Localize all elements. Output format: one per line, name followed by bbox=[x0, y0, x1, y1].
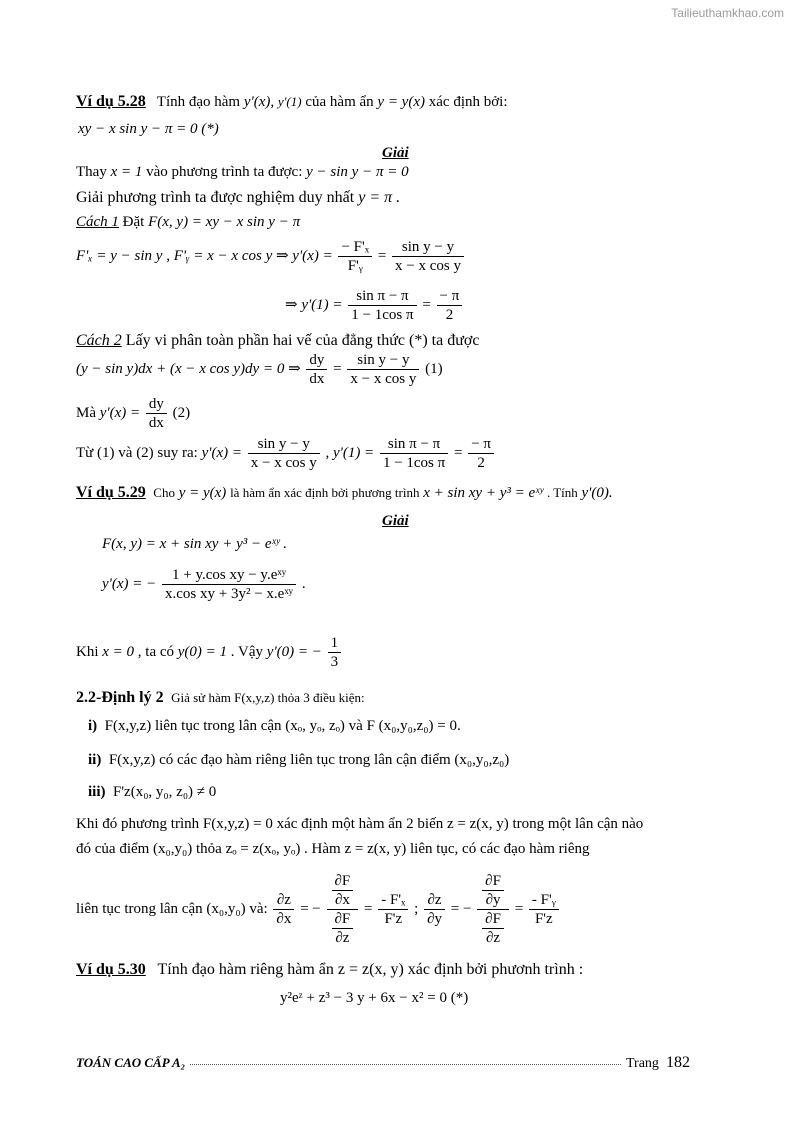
math-symbol: y'(x), bbox=[243, 94, 275, 110]
denominator: F'z bbox=[534, 911, 553, 927]
compound-fraction bbox=[327, 872, 359, 947]
denominator: x.cos xy + 3y² − x.eˣʸ bbox=[165, 586, 294, 602]
fraction bbox=[332, 872, 354, 909]
function-definition: F(x, y) = x + sin xy + y³ − eˣʸ . bbox=[102, 536, 288, 552]
text: F'z(x₀, y₀, z₀) ≠ 0 bbox=[113, 784, 217, 800]
heading-text: xác định bởi: bbox=[428, 94, 508, 110]
equals: = bbox=[453, 444, 463, 461]
solution-heading: Giải bbox=[382, 145, 409, 161]
denominator: x − x cos y bbox=[350, 371, 417, 387]
equals: = bbox=[514, 900, 524, 917]
method-1-line bbox=[76, 214, 300, 231]
fraction bbox=[162, 566, 296, 603]
example-5-30-heading bbox=[76, 961, 583, 979]
text: F(x,y,z) có các đạo hàm riêng liên tục trong lân cận điểm (x₀,y₀,z₀) bbox=[108, 752, 510, 768]
math: y'(0) = − bbox=[266, 643, 322, 660]
text: . Vậy bbox=[230, 643, 264, 660]
denominator: ∂y bbox=[427, 911, 442, 927]
math: y(0) = 1 bbox=[177, 643, 228, 660]
numerator: ∂F bbox=[482, 910, 504, 929]
tag: (1) bbox=[425, 360, 443, 377]
denominator: F'ᵧ bbox=[347, 258, 363, 274]
text: Mà bbox=[76, 404, 96, 421]
numerator: sin y − y bbox=[347, 351, 419, 370]
numerator: ∂F bbox=[332, 910, 354, 929]
math-symbol: y'(1) bbox=[277, 94, 302, 109]
text: là hàm ẩn xác định bởi phương trình bbox=[230, 485, 420, 500]
minus: − bbox=[312, 900, 321, 917]
fraction bbox=[273, 891, 294, 928]
numerator: 1 bbox=[328, 634, 342, 653]
text: Cho bbox=[153, 485, 175, 500]
math-symbol: y = y(x) bbox=[377, 94, 425, 110]
equals: = bbox=[333, 360, 342, 377]
theorem-conclusion-2: đó của điểm (x₀,y₀) thỏa zₒ = z(xₒ, yₒ) . Hàm z = z(x, y) liên tục, có các đạo hàm riêng bbox=[76, 841, 590, 857]
denominator: x − x cos y bbox=[395, 258, 461, 274]
math: y'(0). bbox=[581, 485, 613, 501]
method-label: Cách 1 bbox=[76, 214, 119, 230]
separator: ; bbox=[414, 900, 419, 917]
fraction bbox=[348, 287, 416, 324]
fraction bbox=[424, 891, 445, 928]
numerator: sin y − y bbox=[248, 435, 320, 454]
denominator: ∂y bbox=[485, 892, 501, 908]
footer-page bbox=[626, 1054, 690, 1072]
heading-text: của hàm ẩn bbox=[305, 94, 374, 110]
fraction bbox=[482, 910, 504, 947]
theorem-conclusion-1: Khi đó phương trình F(x,y,z) = 0 xác định một hàm ẩn 2 biến z = z(x, y) trong một lân cận nào bbox=[76, 816, 644, 832]
numerator: − π bbox=[468, 435, 494, 454]
numerator: − F'ₓ bbox=[338, 238, 372, 257]
text: Khi bbox=[76, 643, 99, 660]
heading-text: Tính đạo hàm bbox=[156, 94, 241, 110]
fraction bbox=[332, 910, 354, 947]
text: Giải phương trình ta được nghiệm duy nhất bbox=[76, 189, 355, 206]
numerator: sin π − π bbox=[348, 287, 416, 306]
text: Lấy vi phân toàn phần hai vế của đẳng thức (*) ta được bbox=[125, 332, 480, 349]
condition-ii bbox=[88, 752, 509, 769]
numerator: ∂z bbox=[424, 891, 445, 910]
equals: = bbox=[422, 296, 431, 313]
text: Thay bbox=[76, 164, 107, 180]
math: y'(x) = bbox=[201, 444, 242, 461]
denominator: F'z bbox=[384, 911, 403, 927]
fraction bbox=[482, 872, 504, 909]
example-label: Ví dụ 5.29 bbox=[76, 484, 146, 501]
example-label: Ví dụ 5.30 bbox=[76, 961, 146, 978]
theorem-heading bbox=[76, 689, 365, 707]
denominator: dx bbox=[148, 415, 164, 431]
denominator: 3 bbox=[330, 654, 339, 670]
math: , y'(1) = bbox=[325, 444, 375, 461]
math: F'ₓ = y − sin y , F'ᵧ = x − x cos y ⇒ y'(x) = bbox=[76, 247, 333, 264]
numerator: - F'ᵧ bbox=[529, 891, 559, 910]
text: vào phương trình ta được: bbox=[146, 164, 303, 180]
fraction bbox=[306, 351, 327, 388]
math: (y − sin y)dx + (x − x cos y)dy = 0 ⇒ bbox=[76, 360, 301, 377]
denominator bbox=[477, 910, 509, 947]
fraction bbox=[529, 891, 559, 928]
ma-line bbox=[76, 395, 190, 432]
fraction bbox=[380, 435, 448, 472]
numerator: sin y − y bbox=[392, 238, 464, 257]
numerator: 1 + y.cos xy − y.eˣʸ bbox=[162, 566, 296, 585]
numerator bbox=[477, 872, 509, 910]
fraction bbox=[437, 287, 463, 324]
numerator: ∂z bbox=[273, 891, 294, 910]
equals: = bbox=[377, 247, 387, 264]
math: y = π . bbox=[358, 189, 401, 206]
equation: y²eᶻ + z³ − 3 y + 6x − x² = 0 (*) bbox=[280, 990, 469, 1006]
derivative-formula bbox=[102, 566, 306, 603]
partial-derivatives-formula bbox=[76, 872, 561, 947]
footer-title: TOÁN CAO CẤP A₂ bbox=[76, 1055, 189, 1071]
tag: (2) bbox=[172, 404, 191, 421]
solution-line bbox=[76, 164, 409, 181]
denominator: 1 − 1cos π bbox=[382, 455, 446, 471]
equals: = bbox=[364, 900, 373, 917]
fraction bbox=[328, 634, 342, 671]
denominator: dx bbox=[309, 371, 325, 387]
equals: = bbox=[450, 900, 460, 917]
numerator: dy bbox=[306, 351, 327, 370]
text: liên tục trong lân cận (x₀,y₀) và: bbox=[76, 900, 268, 917]
text: Từ (1) và (2) suy ra: bbox=[76, 444, 198, 461]
numerator: ∂F bbox=[332, 872, 354, 891]
math: x + sin xy + y³ = eˣʸ bbox=[423, 485, 544, 501]
denominator: 1 − 1cos π bbox=[351, 307, 414, 323]
math: y − sin y − π = 0 bbox=[306, 164, 409, 180]
y-prime-1-line bbox=[285, 287, 464, 324]
method-label: Cách 2 bbox=[76, 332, 122, 349]
dot: . bbox=[301, 575, 306, 592]
equals: = bbox=[300, 900, 309, 917]
text: Tính đạo hàm riêng hàm ẩn z = z(x, y) xác định bởi phươnh trình : bbox=[157, 961, 584, 978]
conclusion-line bbox=[76, 435, 496, 472]
condition-label: i) bbox=[88, 718, 98, 734]
numerator bbox=[327, 872, 359, 910]
math: x = 1 bbox=[110, 164, 143, 180]
minus: − bbox=[462, 900, 472, 917]
fraction bbox=[378, 891, 408, 928]
equation: xy − x sin y − π = 0 (*) bbox=[78, 121, 219, 137]
denominator bbox=[327, 910, 359, 947]
fraction bbox=[248, 435, 320, 472]
denominator: ∂z bbox=[486, 930, 501, 946]
text: Giả sử hàm F(x,y,z) thỏa 3 điều kiện: bbox=[171, 690, 365, 705]
partials-line bbox=[76, 238, 466, 275]
text: F(x,y,z) liên tục trong lân cận (xₒ, yₒ, zₒ) và F (x₀,y₀,z₀) = 0. bbox=[104, 718, 461, 734]
denominator: ∂x bbox=[334, 892, 350, 908]
fraction bbox=[392, 238, 464, 275]
page-number: 182 bbox=[665, 1054, 690, 1071]
compound-fraction bbox=[477, 872, 509, 947]
text: Đặt bbox=[122, 214, 145, 230]
denominator: ∂z bbox=[335, 930, 350, 946]
condition-label: ii) bbox=[88, 752, 102, 768]
solution-line bbox=[76, 189, 400, 207]
example-5-28-heading bbox=[76, 93, 508, 111]
fraction bbox=[338, 238, 372, 275]
numerator: - F'ₓ bbox=[378, 891, 408, 910]
numerator: ∂F bbox=[482, 872, 504, 891]
condition-label: iii) bbox=[88, 784, 106, 800]
theorem-label: 2.2-Định lý 2 bbox=[76, 689, 164, 706]
text: , ta có bbox=[137, 643, 175, 660]
solution-heading: Giải bbox=[382, 513, 409, 529]
example-5-29-heading bbox=[76, 484, 613, 502]
math: y = y(x) bbox=[178, 485, 227, 501]
result-line bbox=[76, 634, 343, 671]
method-2-line bbox=[76, 332, 479, 350]
numerator: dy bbox=[146, 395, 167, 414]
denominator: x − x cos y bbox=[250, 455, 317, 471]
math: F(x, y) = xy − x sin y − π bbox=[148, 214, 301, 230]
condition-i bbox=[88, 718, 461, 735]
watermark: Tailieuthamkhao.com bbox=[671, 6, 784, 20]
condition-iii bbox=[88, 784, 216, 801]
text: . Tính bbox=[546, 485, 578, 500]
numerator: sin π − π bbox=[380, 435, 448, 454]
differential-line bbox=[76, 351, 443, 388]
fraction bbox=[468, 435, 494, 472]
fraction bbox=[347, 351, 419, 388]
fraction bbox=[146, 395, 167, 432]
denominator: ∂x bbox=[276, 911, 292, 927]
math: ⇒ y'(1) = bbox=[285, 296, 343, 313]
math: y'(x) = bbox=[99, 404, 141, 421]
numerator: − π bbox=[437, 287, 463, 306]
math: y'(x) = − bbox=[102, 575, 157, 592]
page-label: Trang bbox=[626, 1056, 659, 1071]
denominator: 2 bbox=[477, 455, 485, 471]
example-label: Ví dụ 5.28 bbox=[76, 93, 146, 110]
denominator: 2 bbox=[445, 307, 454, 323]
math: x = 0 bbox=[102, 643, 135, 660]
